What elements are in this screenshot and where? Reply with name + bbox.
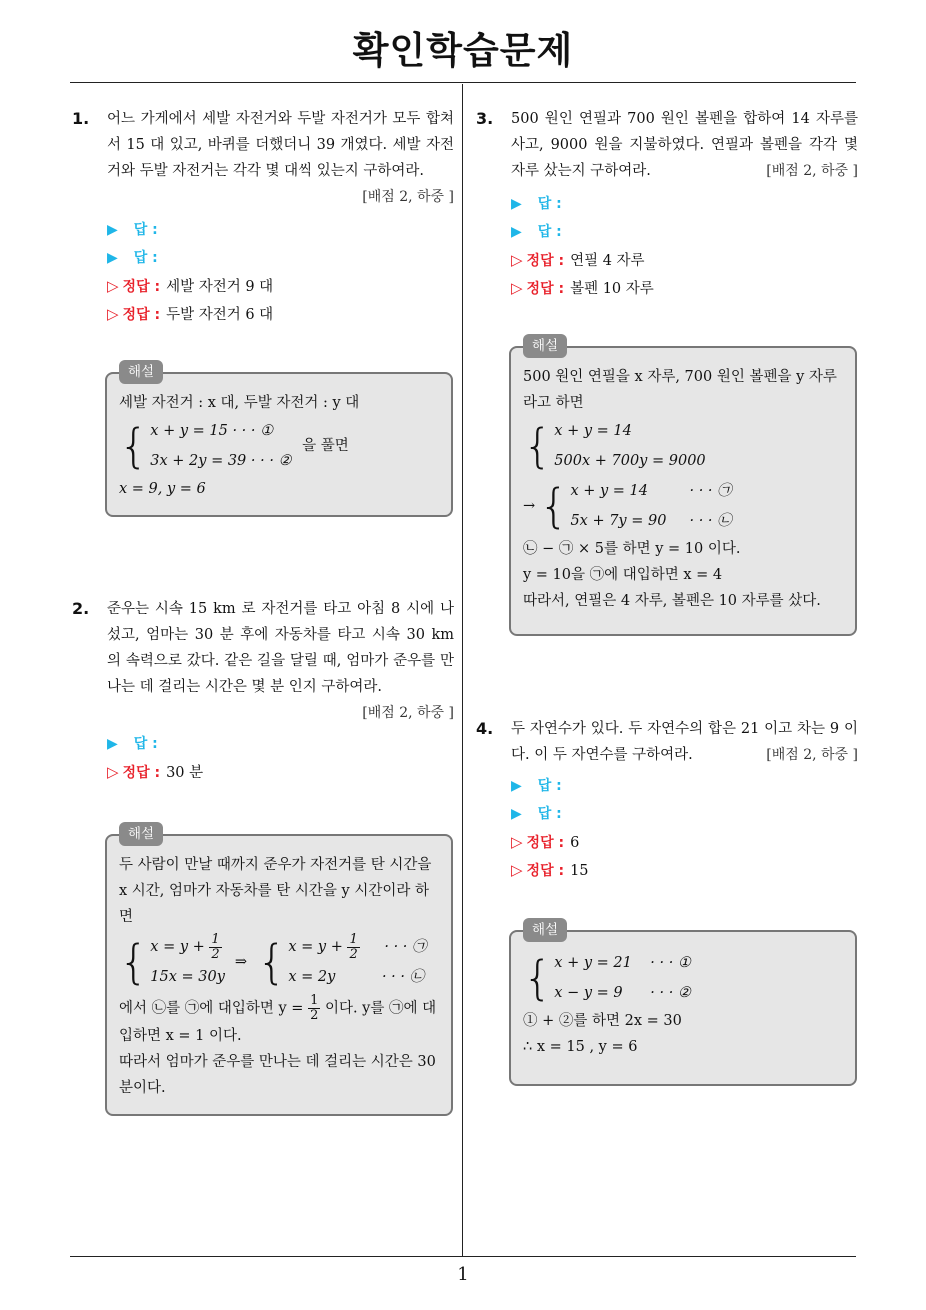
correct-answer: ▷ 정답 : 15 (511, 861, 589, 879)
equation-system: { x = y + $\frac{1}{2}$ · · · ㉠ x = 2y · · · ㉡ (257, 931, 427, 989)
problem-1 (72, 106, 454, 328)
solution-text: 에서 ㉡를 ㉠에 대입하면 y = $\frac{1}{2}$ 이다. y를 ㉠에 대입하면 x = 1 이다. (119, 993, 437, 1044)
solution-text: 두 사람이 만날 때까지 준우가 자전거를 탄 시간을 x 시간, 엄마가 자동차를 탄 시간을 y 시간이라 하면 (119, 857, 432, 925)
solution-tag: 해설 (119, 360, 163, 384)
problem-question: 500 원인 연필과 700 원인 볼펜을 합하여 14 자루를 사고, 9000 원을 지불하였다. 연필과 볼펜을 각각 몇 자루 샀는지 구하여라. (511, 111, 858, 179)
correct-answer: ▷ 정답 : 연필 4 자루 (511, 251, 645, 269)
play-icon: ▶ (107, 250, 118, 266)
solution-tag: 해설 (523, 334, 567, 358)
page-number: 1 (457, 1264, 469, 1285)
solution-result: x = 9, y = 6 (119, 481, 206, 497)
outline-triangle-icon: ▷ (107, 763, 119, 781)
answer-line[interactable]: ▶ 답 : (511, 778, 562, 794)
play-icon: ▶ (511, 196, 522, 212)
solution-box-2: 해설 두 사람이 만날 때까지 준우가 자전거를 탄 시간을 x 시간, 엄마가 자동차를 탄 시간을 y 시간이라 하면 { x = y + $\frac{1}{2}$ 15x = 30y ⇒ { x = y + $\frac{1}{2}$ · · · ㉠ x = 2y · · · ㉡ 에서 ㉡를 ㉠에 대입하면 y = $\frac{1}{2}$ 이다. y를 ㉠에 대입하면 x = 1 이다. 따라서 엄마가 준우를 만나는 데 걸리는 시간은 30 분이다. (105, 834, 453, 1116)
solution-tag: 해설 (523, 918, 567, 942)
bottom-rule (70, 1256, 856, 1257)
solution-tag: 해설 (119, 822, 163, 846)
outline-triangle-icon: ▷ (107, 305, 119, 323)
problem-number: 4. (476, 719, 494, 738)
correct-answer: ▷ 정답 : 두발 자전거 6 대 (107, 305, 274, 323)
equation-system: { x + y = 21 · · · ① x − y = 9 · · · ② (523, 951, 691, 1005)
correct-answer: ▷ 정답 : 볼펜 10 자루 (511, 279, 654, 297)
solution-text: y = 10을 ㉠에 대입하면 x = 4 (523, 567, 723, 583)
page-title: 확인학습문제 (352, 29, 574, 72)
play-icon: ▶ (511, 224, 522, 240)
play-icon: ▶ (107, 736, 118, 752)
equation-system: { x + y = 14 · · · ㉠ 5x + 7y = 90 · · · ㉡ (539, 479, 732, 533)
outline-triangle-icon: ▷ (511, 251, 523, 269)
problem-score: [배점 2, 하중 ] (766, 747, 858, 763)
equation-system: { x + y = 14 500x + 700y = 9000 (523, 419, 706, 473)
problem-3 (476, 106, 858, 302)
answer-line[interactable]: ▶ 답 : (511, 806, 562, 822)
problem-number: 2. (72, 599, 90, 618)
problem-number: 3. (476, 109, 494, 128)
equation-system: { x + y = 15 · · · ① 3x + 2y = 39 · · · ② (119, 419, 292, 473)
outline-triangle-icon: ▷ (511, 833, 523, 851)
outline-triangle-icon: ▷ (511, 279, 523, 297)
outline-triangle-icon: ▷ (107, 277, 119, 295)
solution-text: ① + ②를 하면 2x = 30 (523, 1013, 682, 1029)
problem-score: [배점 2, 하중 ] (766, 163, 858, 179)
solution-text: 세발 자전거 : x 대, 두발 자전거 : y 대 (119, 395, 360, 411)
solution-text: 따라서, 연필은 4 자루, 볼펜은 10 자루를 샀다. (523, 593, 821, 609)
problem-question: 두 자연수가 있다. 두 자연수의 합은 21 이고 차는 9 이다. 이 두 자연수를 구하여라. (511, 721, 858, 763)
solution-box-4 (509, 922, 857, 1086)
correct-answer: ▷ 정답 : 6 (511, 833, 580, 851)
answer-line[interactable]: ▶ 답 : (511, 196, 562, 212)
problem-question: 준우는 시속 15 km 로 자전거를 타고 아침 8 시에 나섰고, 엄마는 30 분 후에 자동차를 타고 시속 30 km 의 속력으로 갔다. 같은 길을 달릴 때, 엄마가 준우를 만나는 데 걸리는 시간은 몇 분 인지 구하여라. (107, 601, 454, 695)
solution-text: 따라서 엄마가 준우를 만나는 데 걸리는 시간은 30 분이다. (119, 1054, 436, 1096)
solution-text: ㉡ − ㉠ × 5를 하면 y = 10 이다. (523, 541, 741, 557)
problem-score: [배점 2, 하중 ] (362, 705, 454, 721)
column-divider (462, 84, 463, 1256)
problem-number: 1. (72, 109, 90, 128)
play-icon: ▶ (511, 806, 522, 822)
play-icon: ▶ (107, 222, 118, 238)
solution-text: ∴ x = 15 , y = 6 (523, 1039, 638, 1055)
problem-score: [배점 2, 하중 ] (362, 189, 454, 205)
answer-line[interactable]: ▶ 답 : (107, 250, 158, 266)
solution-box-1: 해설 세발 자전거 : x 대, 두발 자전거 : y 대 { x + y = 15 · · · ① 3x + 2y = 39 · · · ② 을 풀면 x = 9, y = 6 (105, 372, 453, 517)
correct-answer: ▷ 정답 : 30 분 (107, 763, 204, 781)
answer-line[interactable]: ▶ 답 : (107, 736, 158, 752)
answer-line[interactable]: ▶ 답 : (107, 222, 158, 238)
problem-question: 어느 가게에서 세발 자전거와 두발 자전거가 모두 합쳐서 15 대 있고, 바퀴를 더했더니 39 개였다. 세발 자전거와 두발 자전거는 각각 몇 대씩 있는지 구하여라. (107, 111, 454, 179)
equation-system: { x = y + $\frac{1}{2}$ 15x = 30y (119, 931, 225, 989)
play-icon: ▶ (511, 778, 522, 794)
solution-box-3: 해설 500 원인 연필을 x 자루, 700 원인 볼펜을 y 자루라고 하면 { x + y = 14 500x + 700y = 9000 → { x + y = 14 · · · ㉠ 5x + 7y = 90 · · · ㉡ ㉡ − ㉠ × 5를 하면 y = 10 이다. y = 10을 ㉠에 대입하면 x = 4 따라서, 연필은 4 자루, 볼펜은 10 자루를 샀다. (509, 346, 857, 636)
solution-text: 500 원인 연필을 x 자루, 700 원인 볼펜을 y 자루라고 하면 (523, 369, 837, 411)
problem-4 (476, 716, 858, 884)
answer-line[interactable]: ▶ 답 : (511, 224, 562, 240)
correct-answer: ▷ 정답 : 세발 자전거 9 대 (107, 277, 274, 295)
top-rule (70, 82, 856, 83)
outline-triangle-icon: ▷ (511, 861, 523, 879)
problem-2 (72, 596, 454, 786)
